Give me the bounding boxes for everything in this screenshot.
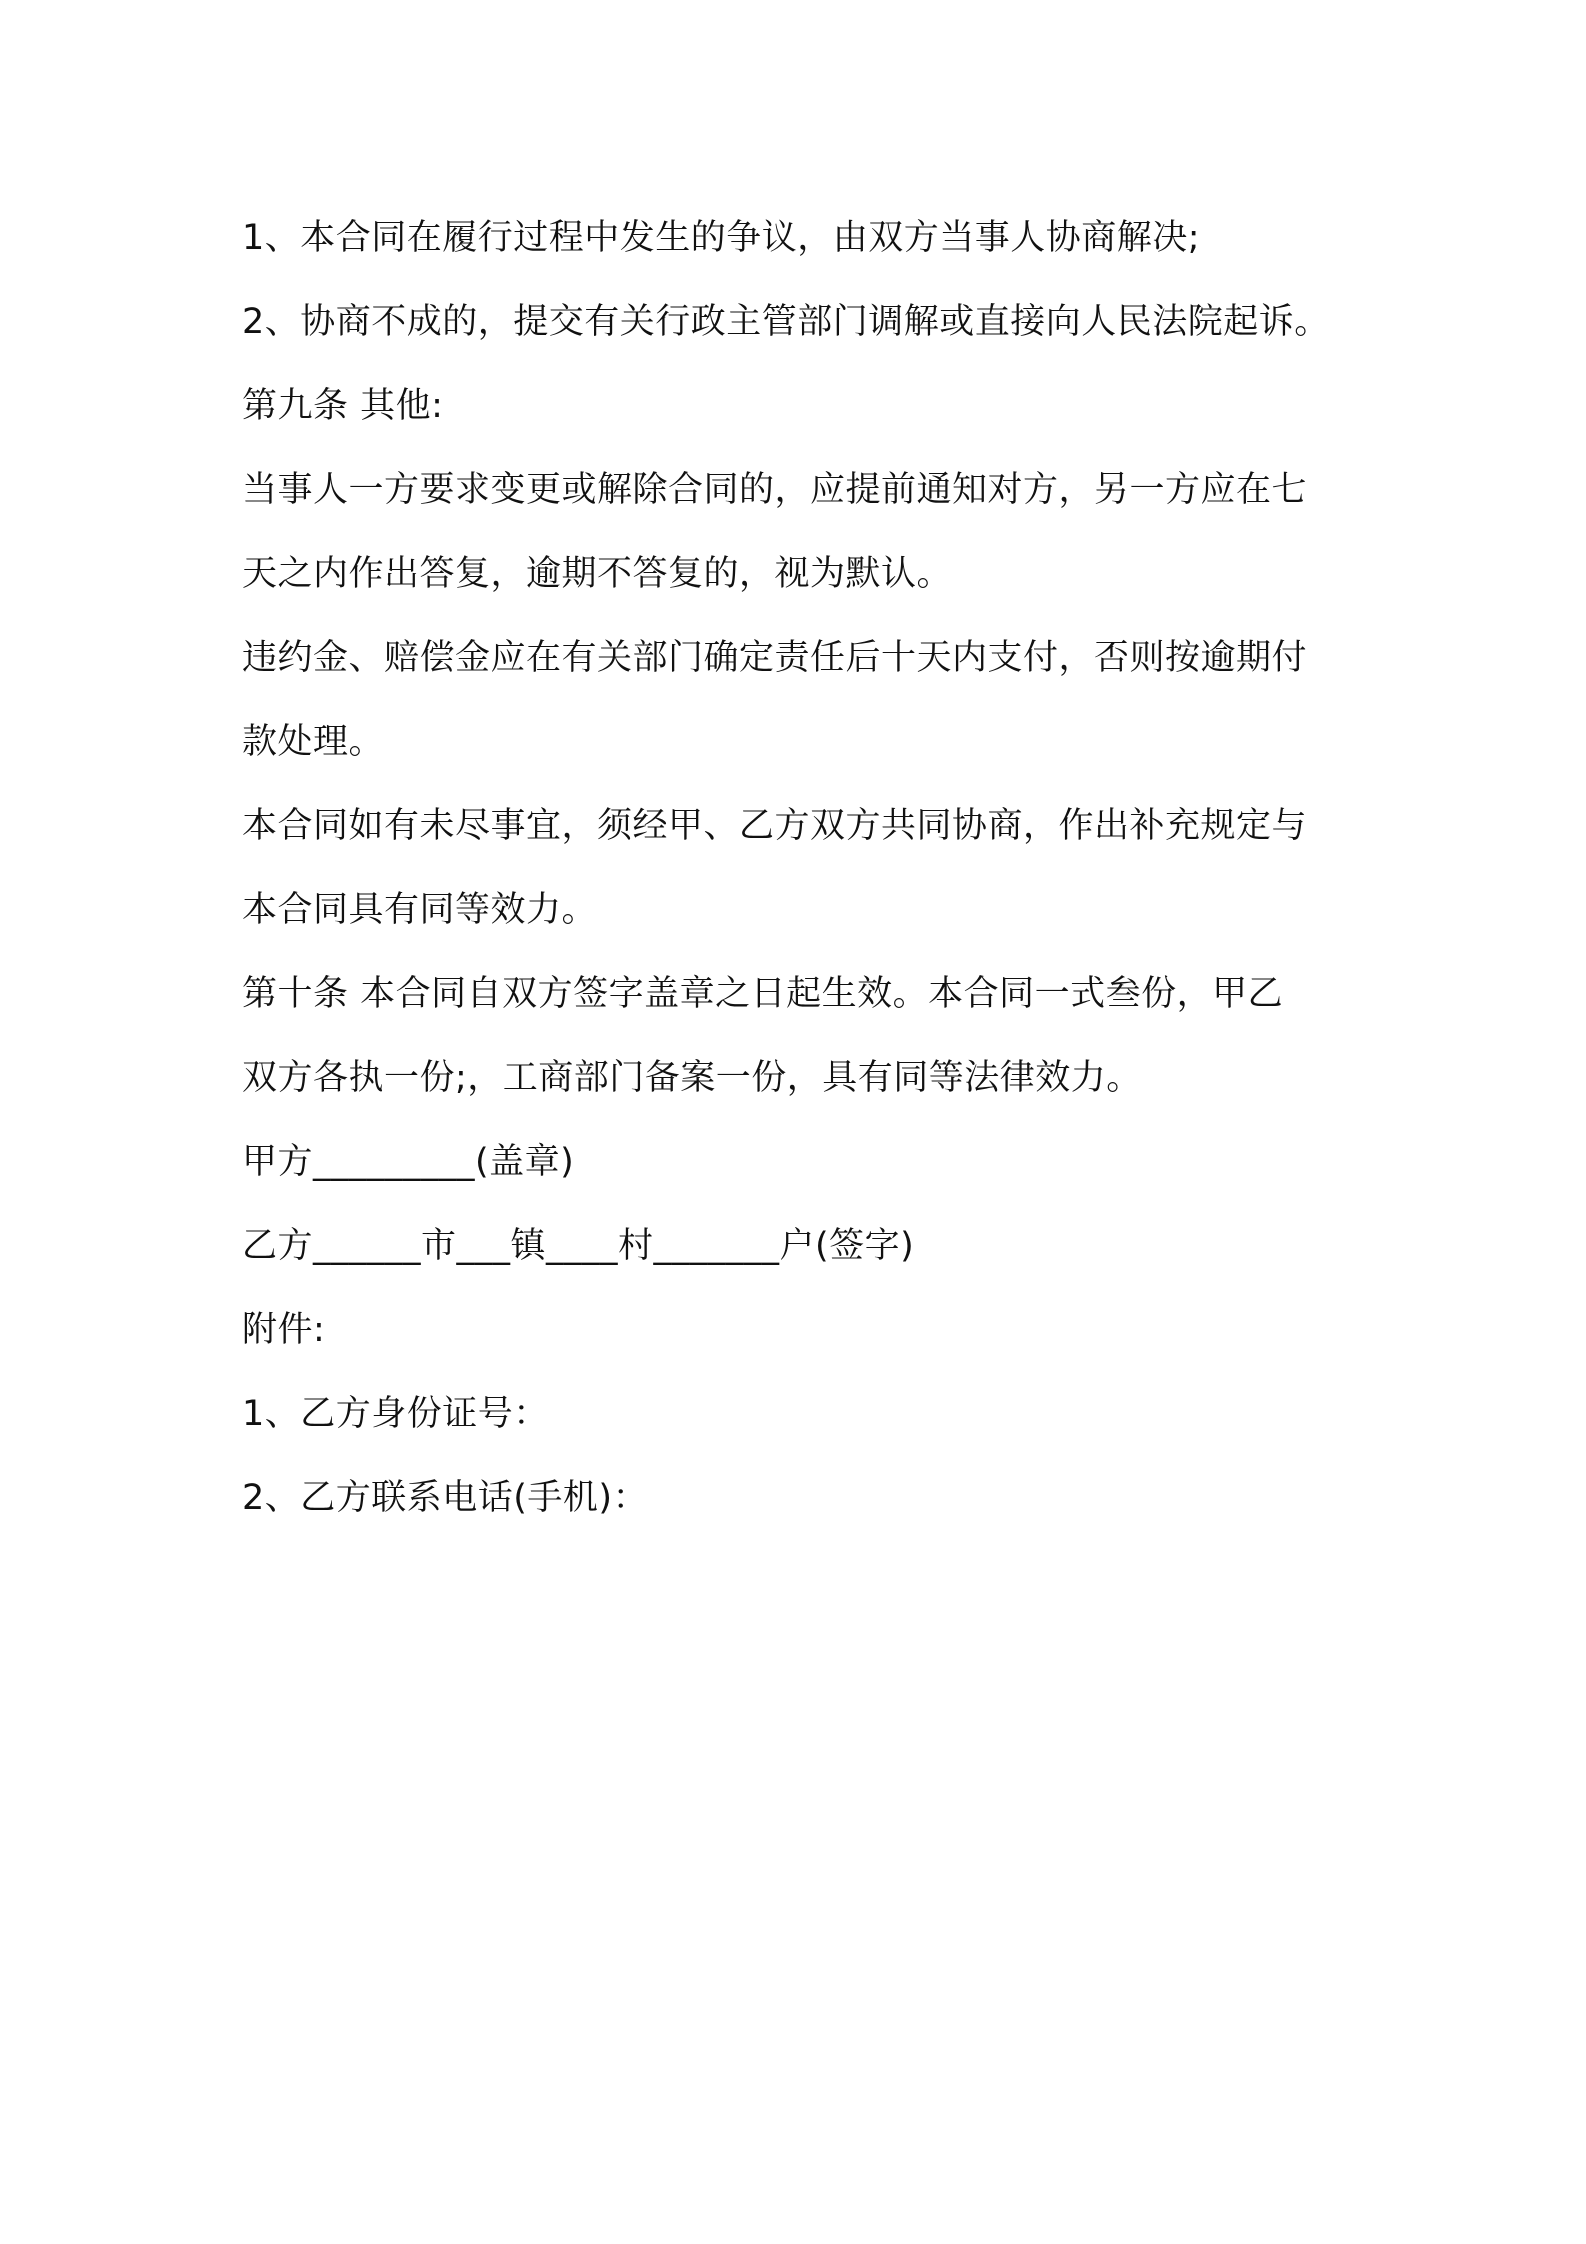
article-10-line-2: 双方各执一份;，工商部门备案一份，具有同等法律效力。 — [242, 1058, 1142, 1098]
penalty-clause-line-2: 款处理。 — [242, 722, 385, 762]
contract-body — [242, 196, 1392, 1540]
supplement-clause-line-2: 本合同具有同等效力。 — [242, 890, 598, 930]
party-a-signature-line: 甲方_________(盖章) — [242, 1142, 575, 1182]
dispute-clause-2: 2、协商不成的，提交有关行政主管部门调解或直接向人民法院起诉。 — [242, 302, 1330, 342]
attachment-heading: 附件: — [242, 1310, 326, 1350]
supplement-clause-line-1: 本合同如有未尽事宜，须经甲、乙方双方共同协商，作出补充规定与 — [242, 806, 1308, 846]
attachment-id-number: 1、乙方身份证号： — [242, 1394, 549, 1434]
article-10-line-1: 第十条 本合同自双方签字盖章之日起生效。本合同一式叁份，甲乙 — [242, 974, 1284, 1014]
dispute-clause-1: 1、本合同在履行过程中发生的争议，由双方当事人协商解决; — [242, 218, 1201, 258]
change-clause-line-1: 当事人一方要求变更或解除合同的，应提前通知对方，另一方应在七 — [242, 470, 1308, 510]
article-9-heading: 第九条 其他: — [242, 386, 444, 426]
penalty-clause-line-1: 违约金、赔偿金应在有关部门确定责任后十天内支付，否则按逾期付 — [242, 638, 1308, 678]
change-clause-line-2: 天之内作出答复，逾期不答复的，视为默认。 — [242, 554, 953, 594]
party-b-signature-line: 乙方______市___镇____村_______户(签字) — [242, 1226, 915, 1266]
attachment-phone: 2、乙方联系电话(手机)： — [242, 1478, 649, 1518]
